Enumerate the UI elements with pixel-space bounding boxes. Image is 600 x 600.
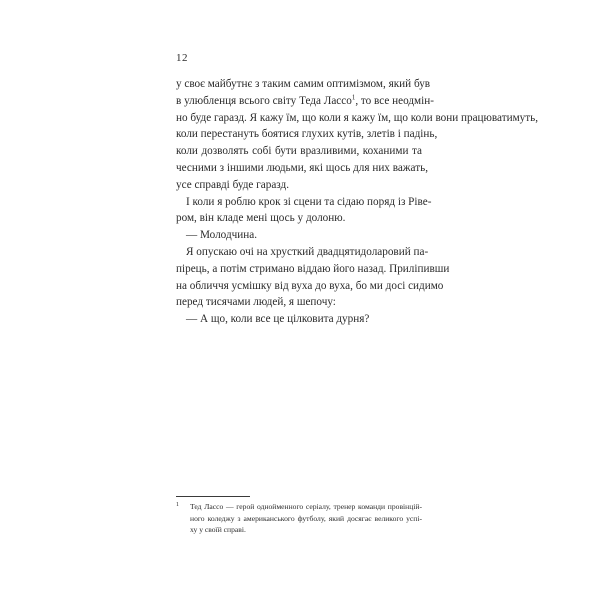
dialogue-line: — А що, коли все це цілковита дурня? <box>186 313 370 326</box>
page-number: 12 <box>176 52 188 64</box>
text-line: перед тисячами людей, я шепочу: <box>176 296 336 309</box>
text-line-with-footnote-ref: в улюбленця всього світу Теда Лассо$^1$, то все неодмін- <box>176 93 434 107</box>
text-line: І коли я роблю крок зі сцени та сідаю поряд із Рівe- <box>186 195 432 208</box>
text-line: коли дозволять собі бути вразливими, коханими та <box>176 145 422 158</box>
text-line: Я опускаю очі на хрусткий двадцятидоларовий па- <box>186 245 429 258</box>
text-line: но буде гаразд. Я кажу їм, що коли я кажу їм, що коли вони працюватимуть, <box>176 111 539 124</box>
text-line: ром, він кладе мені щось у долоню. <box>176 212 346 225</box>
text-line: коли перестануть боятися глухих кутів, злетів і падінь, <box>176 128 438 141</box>
dialogue-line: — Молодчина. <box>186 229 258 242</box>
body-text <box>176 76 539 328</box>
footnote-reference: 1 <box>351 93 356 102</box>
text-line: пірець, а потім стримано віддаю його назад. Приліпивши <box>176 262 450 275</box>
text-line: усе справді буде гаразд. <box>176 178 289 191</box>
text-line: чесними з іншими людьми, які щось для них важать, <box>176 161 428 174</box>
text-line: на обличчя усмішку від вуха до вуха, бо ми досі сидимо <box>176 279 444 292</box>
footnote-marker: 1 <box>176 502 179 508</box>
footnote-text <box>190 501 422 536</box>
footnote-line: Тед Лассо — герой однойменного серіалу, тренер команди провінцій- <box>190 502 422 511</box>
footnote-line: ху у своїй справі. <box>190 525 246 535</box>
text-line: у своє майбутнє з таким самим оптимізмом, який був <box>176 78 431 90</box>
footnote-divider <box>176 496 250 497</box>
footnote-line: ного коледжу з американського футболу, який досягає великого успі- <box>190 513 422 523</box>
